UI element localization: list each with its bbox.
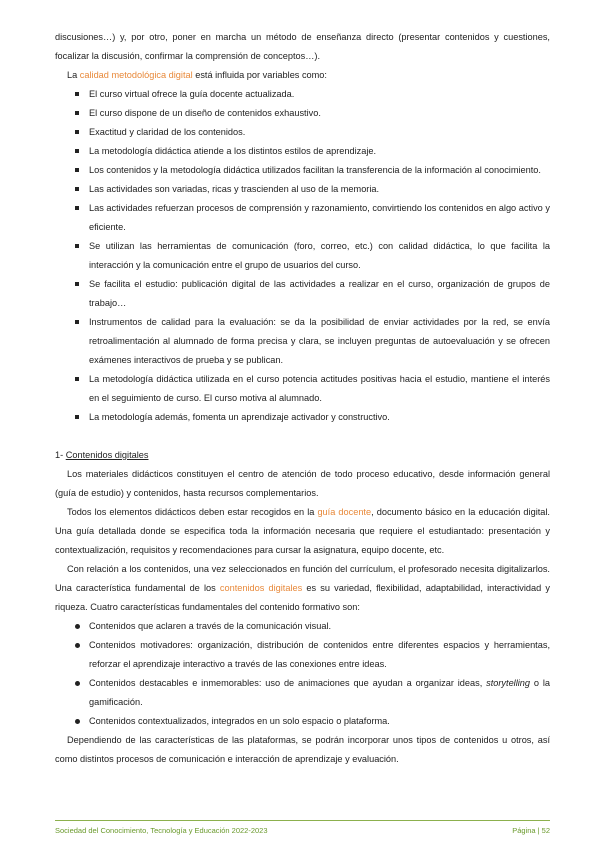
content-features-list bbox=[55, 617, 550, 731]
list-item: Contenidos destacables e inmemorables: uso de animaciones que ayudan a organizar ideas, storytelling o la gamificación. bbox=[55, 674, 550, 712]
highlight-contenidos-digitales: contenidos digitales bbox=[219, 583, 303, 593]
list-item: Las actividades son variadas, ricas y trascienden al uso de la memoria. bbox=[55, 180, 550, 199]
section-paragraph-3: Con relación a los contenidos, una vez seleccionados en función del currículum, el profesorado necesita digitalizarlos. Una característica fundamental de los contenidos digitales es su variedad, flexibilidad, adaptabilidad, interactividad y riqueza. Cuatro características fundamentales del contenido formativo son: bbox=[55, 564, 551, 612]
list-item: El curso dispone de un diseño de contenidos exhaustivo. bbox=[55, 104, 550, 123]
list-item: Exactitud y claridad de los contenidos. bbox=[55, 123, 550, 142]
list-item: Contenidos contextualizados, integrados en un solo espacio o plataforma. bbox=[55, 712, 550, 731]
list-item: Los contenidos y la metodología didáctica utilizados facilitan la transferencia de la información al conocimiento. bbox=[55, 161, 550, 180]
section-title: Contenidos digitales bbox=[65, 450, 149, 460]
list-item: Se facilita el estudio: publicación digital de las actividades a realizar en el curso, organización de grupos de trabajo… bbox=[55, 275, 550, 313]
section-paragraph-2: Todos los elementos didácticos deben estar recogidos en la guía docente, documento básico en la educación digital. Una guía detallada donde se especifica toda la información necesaria que requiere el estudiantado: presentación y contextualización, requisitos y recomendaciones para cursar la asignatura, equipo docente, etc. bbox=[55, 507, 550, 555]
list-item: Las actividades refuerzan procesos de comprensión y razonamiento, convirtiendo los contenidos en algo activo y eficiente. bbox=[55, 199, 550, 237]
list-item: La metodología didáctica atiende a los distintos estilos de aprendizaje. bbox=[55, 142, 550, 161]
page-footer bbox=[55, 826, 550, 835]
section-paragraph-1: Los materiales didácticos constituyen el centro de atención de todo proceso educativo, desde información general (guía de estudio) y contenidos, hasta recursos complementarios. bbox=[55, 469, 550, 498]
list-item: La metodología didáctica utilizada en el curso potencia actitudes positivas hacia el estudio, mantiene el interés en el seguimiento de curso. El curso motiva al alumnado. bbox=[55, 370, 550, 408]
footer-title: Sociedad del Conocimiento, Tecnología y Educación 2022-2023 bbox=[55, 826, 268, 835]
highlight-guia-docente: guía docente bbox=[317, 507, 372, 517]
list-item: La metodología además, fomenta un aprendizaje activador y constructivo. bbox=[55, 408, 550, 427]
footer-divider bbox=[55, 820, 550, 821]
highlight-calidad: calidad metodológica digital bbox=[79, 70, 193, 80]
list-item: Contenidos motivadores: organización, distribución de contenidos entre diferentes espacios y herramientas, reforzar el aprendizaje interactivo a través de las conexiones entre ideas. bbox=[55, 636, 550, 674]
page-number: Página | 52 bbox=[512, 826, 550, 835]
document-page bbox=[55, 28, 550, 769]
list-item: Contenidos que aclaren a través de la comunicación visual. bbox=[55, 617, 550, 636]
section-heading: 1- Contenidos digitales bbox=[55, 450, 149, 460]
quality-list bbox=[55, 85, 550, 427]
list-item: El curso virtual ofrece la guía docente actualizada. bbox=[55, 85, 550, 104]
list-item: Instrumentos de calidad para la evaluación: se da la posibilidad de enviar actividades por la red, se envía retroalimentación al alumnado de forma precisa y clara, se incluyen preguntas de autoevaluación y se ofrecen exámenes interactivos de prueba y se publican. bbox=[55, 313, 550, 370]
section-paragraph-4: Dependiendo de las características de las plataformas, se podrán incorporar unos tipos de contenidos u otros, así como distintos procesos de comunicación e interacción de aprendizaje y evaluación. bbox=[55, 735, 550, 764]
quality-intro-paragraph: La calidad metodológica digital está influida por variables como: bbox=[67, 70, 327, 80]
intro-paragraph: discusiones…) y, por otro, poner en marcha un método de enseñanza directo (presentar contenidos y cuestiones, focalizar la discusión, confirmar la comprensión de conceptos…). bbox=[55, 32, 550, 61]
list-item: Se utilizan las herramientas de comunicación (foro, correo, etc.) con calidad didáctica, lo que facilita la interacción y la comunicación entre el grupo de usuarios del curso. bbox=[55, 237, 550, 275]
